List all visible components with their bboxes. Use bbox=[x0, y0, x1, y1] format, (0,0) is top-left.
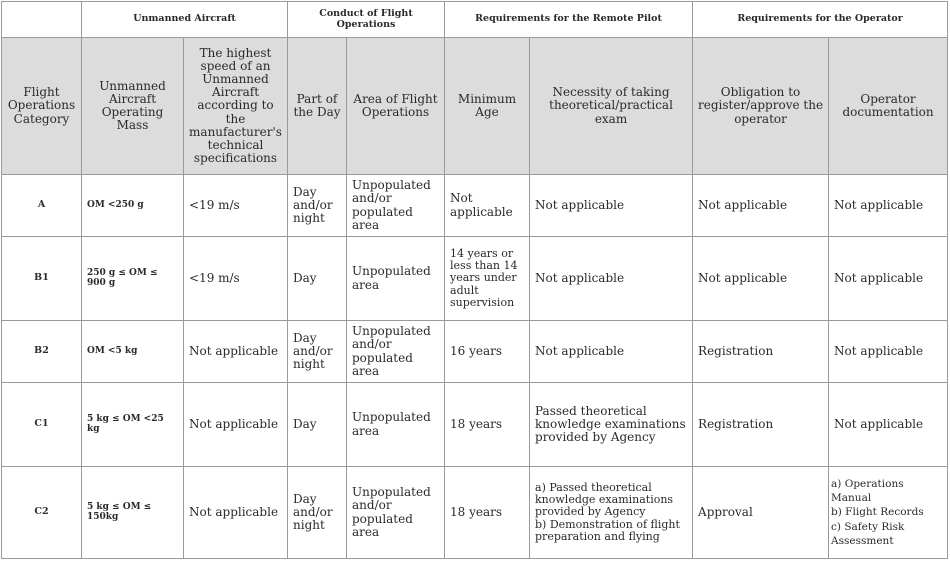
cell-exam: a) Passed theoretical knowledge examinations provided by Agency b) Demonstration of flight preparation and flying bbox=[530, 467, 693, 559]
table-row bbox=[2, 321, 948, 383]
column-header-part-of-day: Part of the Day bbox=[288, 38, 347, 175]
cell-part-of-day: Day and/or night bbox=[288, 321, 347, 383]
cell-obligation: Registration bbox=[693, 383, 829, 467]
cell-mass: OM <5 kg bbox=[82, 321, 184, 383]
cell-min-age: 16 years bbox=[445, 321, 530, 383]
column-header-exam: Necessity of taking theoretical/practical exam bbox=[530, 38, 693, 175]
cell-speed: Not applicable bbox=[184, 467, 288, 559]
cell-category: B2 bbox=[2, 321, 82, 383]
cell-area: Unpopulated and/or populated area bbox=[347, 467, 445, 559]
cell-documentation: Not applicable bbox=[829, 321, 948, 383]
table-row bbox=[2, 467, 948, 559]
cell-area: Unpopulated area bbox=[347, 383, 445, 467]
column-header-speed: The highest speed of an Unmanned Aircraft according to the manufacturer's technical specifications bbox=[184, 38, 288, 175]
cell-part-of-day: Day and/or night bbox=[288, 175, 347, 237]
cell-part-of-day: Day bbox=[288, 237, 347, 321]
cell-mass: OM <250 g bbox=[82, 175, 184, 237]
cell-exam: Not applicable bbox=[530, 237, 693, 321]
cell-category: B1 bbox=[2, 237, 82, 321]
cell-mass: 5 kg ≤ OM <25 kg bbox=[82, 383, 184, 467]
cell-speed: Not applicable bbox=[184, 383, 288, 467]
cell-category: A bbox=[2, 175, 82, 237]
group-header-blank bbox=[2, 2, 82, 38]
cell-mass: 250 g ≤ OM ≤ 900 g bbox=[82, 237, 184, 321]
cell-area: Unpopulated area bbox=[347, 237, 445, 321]
cell-part-of-day: Day bbox=[288, 383, 347, 467]
column-header-category: Flight Operations Category bbox=[2, 38, 82, 175]
cell-exam: Passed theoretical knowledge examinations provided by Agency bbox=[530, 383, 693, 467]
table-row bbox=[2, 237, 948, 321]
cell-min-age: Not applicable bbox=[445, 175, 530, 237]
cell-area: Unpopulated and/or populated area bbox=[347, 321, 445, 383]
group-header-conduct: Conduct of Flight Operations bbox=[288, 2, 445, 38]
column-header-area: Area of Flight Operations bbox=[347, 38, 445, 175]
cell-documentation: Not applicable bbox=[829, 383, 948, 467]
cell-obligation: Registration bbox=[693, 321, 829, 383]
cell-part-of-day: Day and/or night bbox=[288, 467, 347, 559]
group-header-row bbox=[2, 2, 948, 38]
column-header-documentation: Operator documentation bbox=[829, 38, 948, 175]
cell-speed: <19 m/s bbox=[184, 175, 288, 237]
cell-exam: Not applicable bbox=[530, 175, 693, 237]
column-header-row bbox=[2, 38, 948, 175]
flight-operations-table bbox=[1, 1, 948, 559]
column-header-min-age: Minimum Age bbox=[445, 38, 530, 175]
cell-obligation: Approval bbox=[693, 467, 829, 559]
table-row bbox=[2, 383, 948, 467]
column-header-mass: Unmanned Aircraft Operating Mass bbox=[82, 38, 184, 175]
cell-category: C1 bbox=[2, 383, 82, 467]
cell-speed: Not applicable bbox=[184, 321, 288, 383]
cell-category: C2 bbox=[2, 467, 82, 559]
cell-min-age: 18 years bbox=[445, 467, 530, 559]
cell-area: Unpopulated and/or populated area bbox=[347, 175, 445, 237]
cell-obligation: Not applicable bbox=[693, 237, 829, 321]
column-header-obligation: Obligation to register/approve the operator bbox=[693, 38, 829, 175]
group-header-operator: Requirements for the Operator bbox=[693, 2, 948, 38]
cell-mass: 5 kg ≤ OM ≤ 150kg bbox=[82, 467, 184, 559]
group-header-remote-pilot: Requirements for the Remote Pilot bbox=[445, 2, 693, 38]
cell-obligation: Not applicable bbox=[693, 175, 829, 237]
cell-documentation: Not applicable bbox=[829, 237, 948, 321]
table-row bbox=[2, 175, 948, 237]
cell-documentation: a) Operations Manual b) Flight Records c) Safety Risk Assessment bbox=[829, 467, 948, 559]
cell-speed: <19 m/s bbox=[184, 237, 288, 321]
cell-documentation: Not applicable bbox=[829, 175, 948, 237]
group-header-unmanned-aircraft: Unmanned Aircraft bbox=[82, 2, 288, 38]
cell-min-age: 18 years bbox=[445, 383, 530, 467]
cell-min-age: 14 years or less than 14 years under adult supervision bbox=[445, 237, 530, 321]
cell-exam: Not applicable bbox=[530, 321, 693, 383]
